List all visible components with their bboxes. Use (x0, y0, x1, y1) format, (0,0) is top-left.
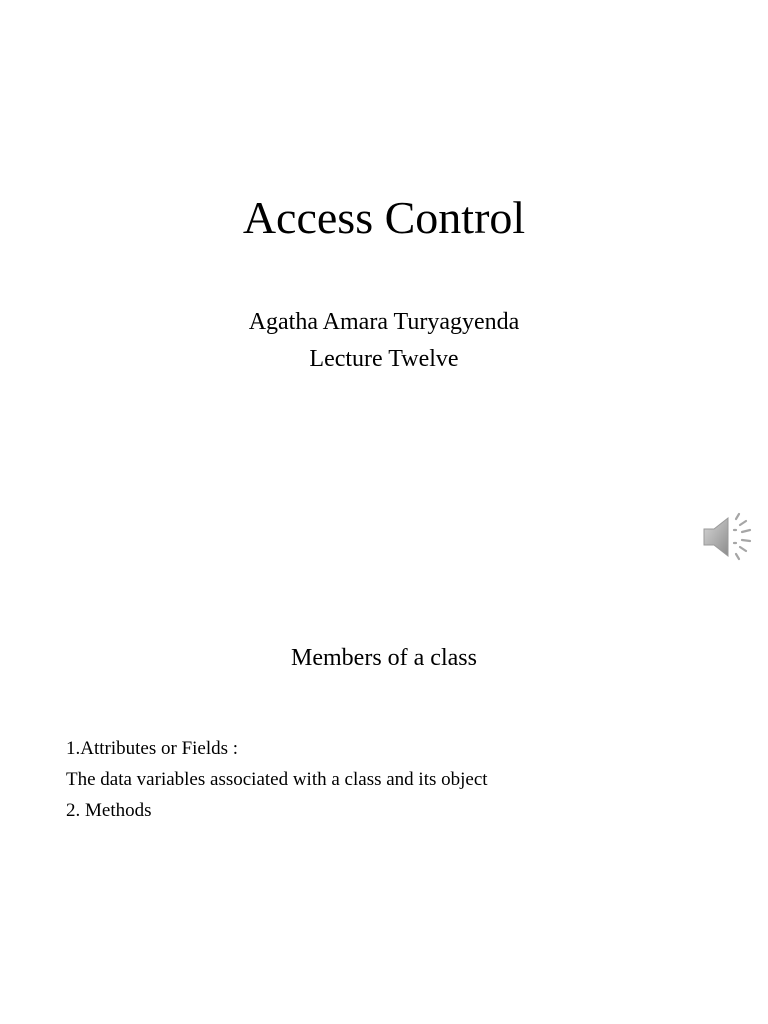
speaker-icon[interactable] (700, 510, 756, 564)
list-item: 2. Methods (66, 800, 152, 821)
slide-title-heading: Access Control (242, 192, 526, 243)
list-item: 1.Attributes or Fields : (66, 738, 239, 759)
list-item: The data variables associated with a class and its object (66, 769, 488, 790)
body-list (66, 733, 746, 826)
lecture-number: Lecture Twelve (309, 346, 459, 372)
slide-members (0, 580, 768, 1024)
slide-members-heading: Members of a class (291, 645, 477, 671)
author-name: Agatha Amara Turyagyenda (248, 309, 520, 335)
